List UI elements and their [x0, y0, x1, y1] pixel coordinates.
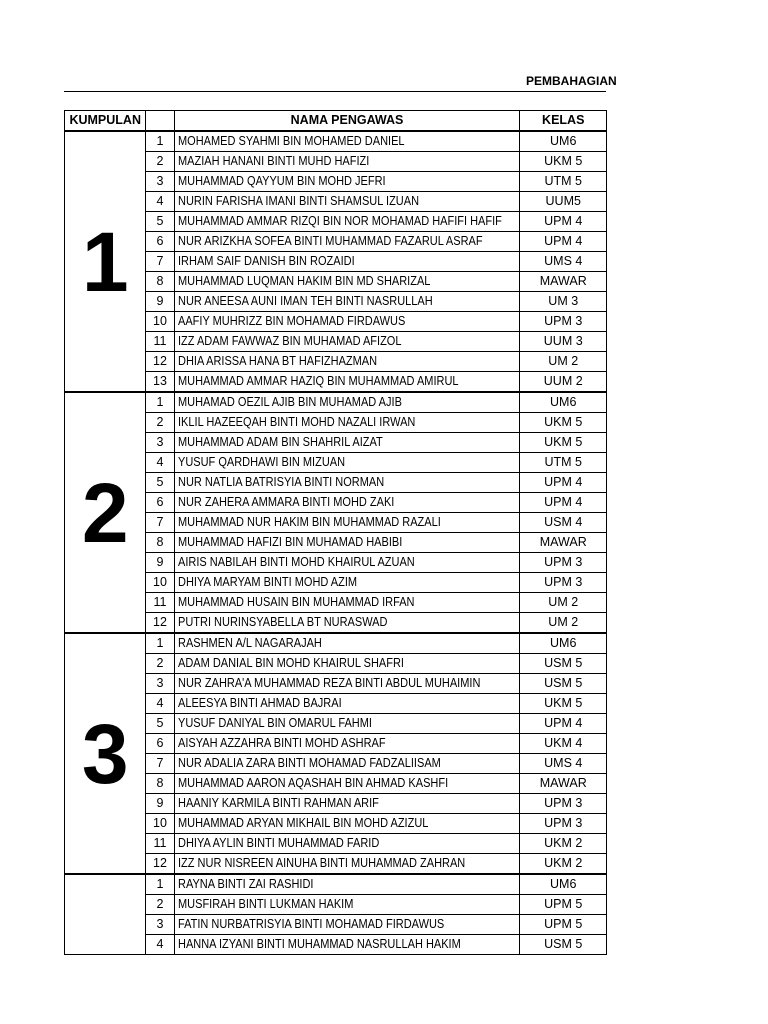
supervisor-name: IKLIL HAZEEQAH BINTI MOHD NAZALI IRWAN — [177, 415, 415, 429]
class-cell: UKM 5 — [520, 694, 607, 714]
class-cell: UPM 4 — [520, 232, 607, 252]
supervisor-name: NUR ZAHRA'A MUHAMMAD REZA BINTI ABDUL MUHAIMIN — [177, 676, 480, 690]
table-row — [65, 633, 607, 654]
supervisor-name-cell — [174, 854, 520, 875]
row-number: 12 — [146, 352, 174, 372]
class-cell: UPM 3 — [520, 794, 607, 814]
page-heading: PEMBAHAGIAN — [526, 74, 617, 88]
group-number: 1 — [65, 131, 146, 392]
supervisor-name: ALEESYA BINTI AHMAD BAJRAI — [177, 696, 342, 710]
row-number: 12 — [146, 854, 174, 875]
row-number: 2 — [146, 413, 174, 433]
class-cell: UKM 2 — [520, 854, 607, 875]
supervisor-name-cell — [174, 352, 520, 372]
table-row — [65, 573, 607, 593]
row-number: 6 — [146, 734, 174, 754]
table-row — [65, 734, 607, 754]
supervisor-name-cell — [174, 392, 520, 413]
supervisor-name: MUHAMMAD AMMAR RIZQI BIN NOR MOHAMAD HAFIFI HAFIF — [177, 214, 502, 228]
row-number: 4 — [146, 453, 174, 473]
row-number: 11 — [146, 332, 174, 352]
supervisor-name-cell — [174, 694, 520, 714]
supervisor-name: NUR ANEESA AUNI IMAN TEH BINTI NASRULLAH — [177, 294, 433, 308]
supervisor-name-cell — [174, 533, 520, 553]
table-row — [65, 834, 607, 854]
supervisor-name-cell — [174, 413, 520, 433]
table-row — [65, 372, 607, 393]
table-row — [65, 874, 607, 895]
row-number: 3 — [146, 915, 174, 935]
supervisor-name: MUHAMMAD AARON AQASHAH BIN AHMAD KASHFI — [177, 776, 448, 790]
supervisor-name-cell — [174, 312, 520, 332]
class-cell: UM6 — [520, 392, 607, 413]
supervisor-name-cell — [174, 292, 520, 312]
supervisor-name-cell — [174, 794, 520, 814]
supervisor-name: NUR NATLIA BATRISYIA BINTI NORMAN — [177, 475, 384, 489]
supervisor-name-cell — [174, 473, 520, 493]
row-number: 5 — [146, 714, 174, 734]
row-number: 7 — [146, 513, 174, 533]
table-row — [65, 533, 607, 553]
supervisor-name: AAFIY MUHRIZZ BIN MOHAMAD FIRDAWUS — [177, 314, 405, 328]
class-cell: UUM 2 — [520, 372, 607, 393]
row-number: 13 — [146, 372, 174, 393]
row-number: 3 — [146, 172, 174, 192]
supervisor-name-cell — [174, 433, 520, 453]
table-row — [65, 915, 607, 935]
table-row — [65, 493, 607, 513]
row-number: 7 — [146, 252, 174, 272]
supervisor-name: DHIYA MARYAM BINTI MOHD AZIM — [177, 575, 357, 589]
supervisor-name: IZZ ADAM FAWWAZ BIN MUHAMAD AFIZOL — [177, 334, 402, 348]
supervisor-name-cell — [174, 152, 520, 172]
heading-divider — [64, 91, 606, 92]
class-cell: UPM 3 — [520, 312, 607, 332]
supervisor-name: DHIYA AYLIN BINTI MUHAMMAD FARID — [177, 836, 379, 850]
table-row — [65, 593, 607, 613]
supervisor-name: YUSUF DANIYAL BIN OMARUL FAHMI — [177, 716, 372, 730]
table-row — [65, 292, 607, 312]
table-row — [65, 553, 607, 573]
supervisor-name-cell — [174, 192, 520, 212]
class-cell: UKM 4 — [520, 734, 607, 754]
supervisor-name: MUHAMMAD NUR HAKIM BIN MUHAMMAD RAZALI — [177, 515, 441, 529]
table-row — [65, 895, 607, 915]
class-cell: UM 3 — [520, 292, 607, 312]
class-cell: UM6 — [520, 874, 607, 895]
header-class: KELAS — [520, 111, 607, 132]
header-name: NAMA PENGAWAS — [174, 111, 520, 132]
table-row — [65, 152, 607, 172]
table-row — [65, 854, 607, 875]
supervisor-name-cell — [174, 172, 520, 192]
supervisor-name-cell — [174, 774, 520, 794]
class-cell: UM 2 — [520, 352, 607, 372]
class-cell: UM 2 — [520, 613, 607, 634]
row-number: 2 — [146, 654, 174, 674]
header-group: KUMPULAN — [65, 111, 146, 132]
row-number: 10 — [146, 573, 174, 593]
class-cell: UTM 5 — [520, 172, 607, 192]
table-row — [65, 131, 607, 152]
header-number — [146, 111, 174, 132]
supervisor-name-cell — [174, 573, 520, 593]
supervisor-name-cell — [174, 654, 520, 674]
row-number: 4 — [146, 935, 174, 955]
row-number: 7 — [146, 754, 174, 774]
table-row — [65, 312, 607, 332]
roster-sheet — [64, 110, 606, 951]
row-number: 2 — [146, 895, 174, 915]
row-number: 12 — [146, 613, 174, 634]
row-number: 6 — [146, 493, 174, 513]
supervisor-name-cell — [174, 252, 520, 272]
table-row — [65, 613, 607, 634]
class-cell: UKM 5 — [520, 152, 607, 172]
row-number: 1 — [146, 874, 174, 895]
supervisor-name: RASHMEN A/L NAGARAJAH — [177, 636, 322, 650]
supervisor-name-cell — [174, 613, 520, 634]
class-cell: UPM 4 — [520, 212, 607, 232]
supervisor-name-cell — [174, 272, 520, 292]
table-row — [65, 172, 607, 192]
row-number: 9 — [146, 794, 174, 814]
supervisor-name-cell — [174, 714, 520, 734]
row-number: 3 — [146, 433, 174, 453]
supervisor-name: AISYAH AZZAHRA BINTI MOHD ASHRAF — [177, 736, 386, 750]
supervisor-name: MUHAMMAD HUSAIN BIN MUHAMMAD IRFAN — [177, 595, 415, 609]
class-cell: UKM 5 — [520, 413, 607, 433]
table-row — [65, 714, 607, 734]
group-number: 2 — [65, 392, 146, 633]
table-row — [65, 272, 607, 292]
row-number: 5 — [146, 473, 174, 493]
supervisor-name: MUHAMMAD LUQMAN HAKIM BIN MD SHARIZAL — [177, 274, 431, 288]
supervisor-name-cell — [174, 814, 520, 834]
supervisor-name: MUHAMMAD ADAM BIN SHAHRIL AIZAT — [177, 435, 383, 449]
table-row — [65, 433, 607, 453]
supervisor-name: MUHAMMAD QAYYUM BIN MOHD JEFRI — [177, 174, 386, 188]
supervisor-name: MUHAMMAD HAFIZI BIN MUHAMAD HABIBI — [177, 535, 402, 549]
supervisor-name: MUHAMMAD ARYAN MIKHAIL BIN MOHD AZIZUL — [177, 816, 428, 830]
row-number: 1 — [146, 633, 174, 654]
supervisor-name: IRHAM SAIF DANISH BIN ROZAIDI — [177, 254, 355, 268]
table-row — [65, 332, 607, 352]
class-cell: UKM 5 — [520, 433, 607, 453]
supervisor-name: MUHAMMAD AMMAR HAZIQ BIN MUHAMMAD AMIRUL — [177, 374, 459, 388]
row-number: 10 — [146, 312, 174, 332]
supervisor-name-cell — [174, 834, 520, 854]
class-cell: UKM 2 — [520, 834, 607, 854]
supervisor-name-cell — [174, 895, 520, 915]
class-cell: UPM 4 — [520, 714, 607, 734]
row-number: 5 — [146, 212, 174, 232]
class-cell: UPM 4 — [520, 493, 607, 513]
table-row — [65, 935, 607, 955]
class-cell: UMS 4 — [520, 754, 607, 774]
supervisor-name: NUR ZAHERA AMMARA BINTI MOHD ZAKI — [177, 495, 394, 509]
class-cell: UM 2 — [520, 593, 607, 613]
supervisor-name-cell — [174, 915, 520, 935]
class-cell: UM6 — [520, 131, 607, 152]
class-cell: UM6 — [520, 633, 607, 654]
table-row — [65, 192, 607, 212]
supervisor-name: IZZ NUR NISREEN AINUHA BINTI MUHAMMAD ZAHRAN — [177, 856, 465, 870]
supervisor-name: MAZIAH HANANI BINTI MUHD HAFIZI — [177, 154, 369, 168]
supervisor-name: HANNA IZYANI BINTI MUHAMMAD NASRULLAH HAKIM — [177, 937, 461, 951]
class-cell: MAWAR — [520, 533, 607, 553]
supervisor-name-cell — [174, 553, 520, 573]
class-cell: UMS 4 — [520, 252, 607, 272]
supervisor-name: ADAM DANIAL BIN MOHD KHAIRUL SHAFRI — [177, 656, 404, 670]
class-cell: MAWAR — [520, 774, 607, 794]
class-cell: UPM 5 — [520, 915, 607, 935]
class-cell: USM 5 — [520, 674, 607, 694]
table-row — [65, 352, 607, 372]
table-row — [65, 674, 607, 694]
row-number: 1 — [146, 131, 174, 152]
supervisor-name-cell — [174, 513, 520, 533]
table-row — [65, 774, 607, 794]
row-number: 1 — [146, 392, 174, 413]
supervisor-name-cell — [174, 131, 520, 152]
table-row — [65, 513, 607, 533]
row-number: 8 — [146, 774, 174, 794]
row-number: 4 — [146, 192, 174, 212]
supervisor-table — [64, 110, 607, 955]
class-cell: UPM 3 — [520, 553, 607, 573]
row-number: 9 — [146, 553, 174, 573]
supervisor-name: NUR ARIZKHA SOFEA BINTI MUHAMMAD FAZARUL ASRAF — [177, 234, 483, 248]
class-cell: UPM 4 — [520, 473, 607, 493]
row-number: 2 — [146, 152, 174, 172]
table-row — [65, 453, 607, 473]
class-cell: MAWAR — [520, 272, 607, 292]
supervisor-name-cell — [174, 874, 520, 895]
table-row — [65, 232, 607, 252]
table-row — [65, 252, 607, 272]
supervisor-name: MUSFIRAH BINTI LUKMAN HAKIM — [177, 897, 353, 911]
row-number: 3 — [146, 674, 174, 694]
supervisor-name-cell — [174, 674, 520, 694]
table-row — [65, 413, 607, 433]
class-cell: USM 4 — [520, 513, 607, 533]
supervisor-name: DHIA ARISSA HANA BT HAFIZHAZMAN — [177, 354, 377, 368]
table-row — [65, 473, 607, 493]
supervisor-name-cell — [174, 633, 520, 654]
supervisor-name: HAANIY KARMILA BINTI RAHMAN ARIF — [177, 796, 379, 810]
supervisor-name: PUTRI NURINSYABELLA BT NURASWAD — [177, 615, 388, 629]
supervisor-name-cell — [174, 734, 520, 754]
table-row — [65, 392, 607, 413]
supervisor-name: FATIN NURBATRISYIA BINTI MOHAMAD FIRDAWUS — [177, 917, 444, 931]
supervisor-name: AIRIS NABILAH BINTI MOHD KHAIRUL AZUAN — [177, 555, 415, 569]
row-number: 8 — [146, 272, 174, 292]
row-number: 11 — [146, 593, 174, 613]
class-cell: UPM 5 — [520, 895, 607, 915]
class-cell: UUM5 — [520, 192, 607, 212]
row-number: 11 — [146, 834, 174, 854]
class-cell: USM 5 — [520, 654, 607, 674]
class-cell: UTM 5 — [520, 453, 607, 473]
supervisor-name-cell — [174, 372, 520, 393]
table-row — [65, 654, 607, 674]
supervisor-name: MOHAMED SYAHMI BIN MOHAMED DANIEL — [177, 134, 405, 148]
row-number: 4 — [146, 694, 174, 714]
supervisor-name-cell — [174, 935, 520, 955]
supervisor-name-cell — [174, 212, 520, 232]
class-cell: UPM 3 — [520, 573, 607, 593]
class-cell: UUM 3 — [520, 332, 607, 352]
table-row — [65, 212, 607, 232]
group-number — [65, 874, 146, 955]
supervisor-name: RAYNA BINTI ZAI RASHIDI — [177, 877, 314, 891]
group-number: 3 — [65, 633, 146, 874]
supervisor-name-cell — [174, 593, 520, 613]
supervisor-name-cell — [174, 754, 520, 774]
class-cell: USM 5 — [520, 935, 607, 955]
table-row — [65, 694, 607, 714]
supervisor-name-cell — [174, 332, 520, 352]
table-row — [65, 754, 607, 774]
table-row — [65, 794, 607, 814]
supervisor-name: MUHAMAD OEZIL AJIB BIN MUHAMAD AJIB — [177, 395, 402, 409]
table-row — [65, 814, 607, 834]
supervisor-name-cell — [174, 453, 520, 473]
supervisor-name-cell — [174, 232, 520, 252]
supervisor-name: NURIN FARISHA IMANI BINTI SHAMSUL IZUAN — [177, 194, 419, 208]
class-cell: UPM 3 — [520, 814, 607, 834]
row-number: 8 — [146, 533, 174, 553]
row-number: 6 — [146, 232, 174, 252]
roster-body — [65, 131, 607, 955]
table-header-row — [65, 111, 607, 132]
supervisor-name: YUSUF QARDHAWI BIN MIZUAN — [177, 455, 345, 469]
supervisor-name: NUR ADALIA ZARA BINTI MOHAMAD FADZALIISAM — [177, 756, 441, 770]
row-number: 10 — [146, 814, 174, 834]
row-number: 9 — [146, 292, 174, 312]
supervisor-name-cell — [174, 493, 520, 513]
